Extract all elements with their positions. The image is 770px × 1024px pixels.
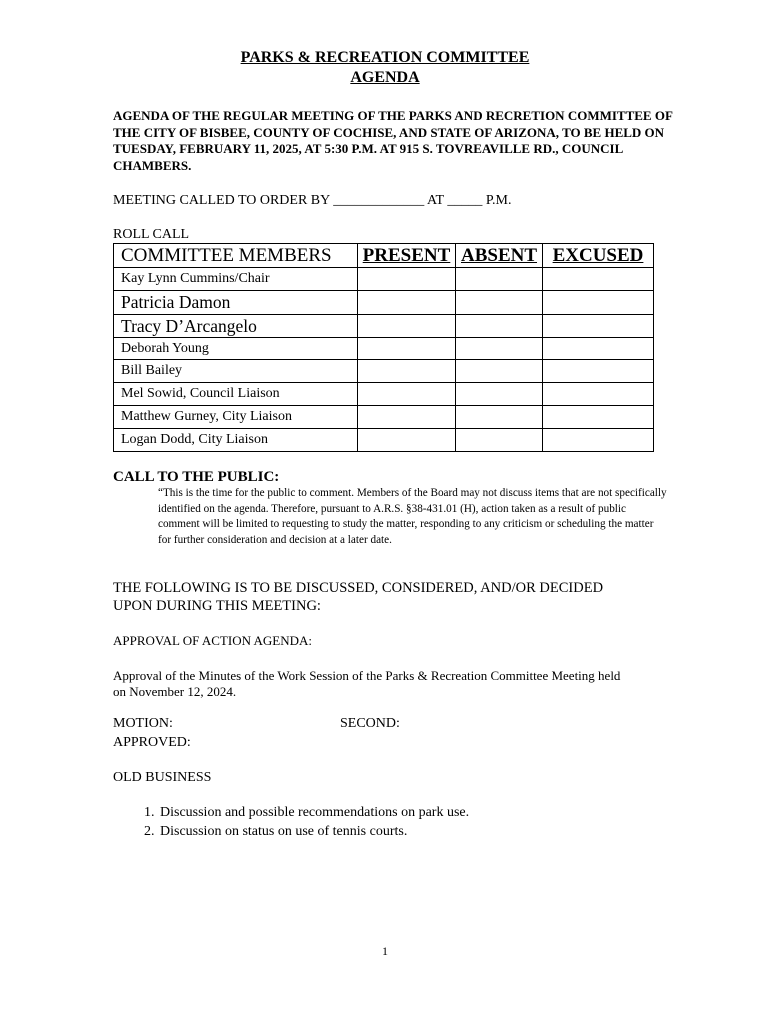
member-name: Bill Bailey: [114, 360, 358, 383]
roll-call-table: [113, 243, 654, 452]
absent-cell[interactable]: [456, 360, 543, 383]
present-cell[interactable]: [358, 338, 456, 360]
present-cell[interactable]: [358, 268, 456, 291]
title-line-1: PARKS & RECREATION COMMITTEE: [240, 49, 530, 66]
table-row: [114, 429, 654, 452]
present-cell[interactable]: [358, 360, 456, 383]
roll-call-header-row: [114, 244, 654, 268]
excused-cell[interactable]: [543, 268, 654, 291]
present-cell[interactable]: [358, 383, 456, 406]
minutes-line-2: on November 12, 2024.: [113, 684, 237, 699]
page-number: 1: [382, 944, 388, 958]
present-cell[interactable]: [358, 429, 456, 452]
discussion-intro-line-1: THE FOLLOWING IS TO BE DISCUSSED, CONSIDERED, AND/OR DECIDED: [113, 580, 604, 596]
absent-cell[interactable]: [456, 406, 543, 429]
excused-cell[interactable]: [543, 315, 654, 338]
member-name: Kay Lynn Cummins/Chair: [114, 268, 358, 291]
present-cell[interactable]: [358, 406, 456, 429]
discussion-intro-line-2: UPON DURING THIS MEETING:: [113, 598, 321, 614]
absent-cell[interactable]: [456, 291, 543, 315]
called-to-order-line: MEETING CALLED TO ORDER BY _____________ AT _____ P.M.: [113, 193, 512, 208]
minutes-line-1: Approval of the Minutes of the Work Session of the Parks & Recreation Committee Meeting held: [113, 668, 621, 683]
member-name: Logan Dodd, City Liaison: [114, 429, 358, 452]
excused-cell[interactable]: [543, 291, 654, 315]
approved-label: APPROVED:: [113, 735, 191, 750]
excused-cell[interactable]: [543, 406, 654, 429]
excused-cell[interactable]: [543, 383, 654, 406]
list-item: 2. Discussion on status on use of tennis courts.: [158, 822, 469, 841]
header-excused: EXCUSED: [543, 244, 654, 268]
call-to-public-heading: CALL TO THE PUBLIC:: [113, 469, 280, 485]
absent-cell[interactable]: [456, 315, 543, 338]
title-line-2: AGENDA: [350, 69, 420, 86]
absent-cell[interactable]: [456, 383, 543, 406]
present-cell[interactable]: [358, 291, 456, 315]
table-row: [114, 338, 654, 360]
list-item: 1. Discussion and possible recommendations on park use.: [158, 803, 469, 822]
table-row: [114, 315, 654, 338]
table-row: [114, 406, 654, 429]
second-label: SECOND:: [340, 716, 400, 731]
header-committee-members: COMMITTEE MEMBERS: [114, 244, 358, 268]
roll-call-label: ROLL CALL: [113, 227, 190, 242]
excused-cell[interactable]: [543, 360, 654, 383]
member-name: Deborah Young: [114, 338, 358, 360]
old-business-list: [113, 803, 469, 841]
table-row: [114, 360, 654, 383]
member-name: Mel Sowid, Council Liaison: [114, 383, 358, 406]
member-name: Tracy D’Arcangelo: [114, 315, 358, 338]
absent-cell[interactable]: [456, 268, 543, 291]
excused-cell[interactable]: [543, 429, 654, 452]
table-row: [114, 268, 654, 291]
motion-label: MOTION:: [113, 716, 173, 731]
table-row: [114, 291, 654, 315]
member-name: Matthew Gurney, City Liaison: [114, 406, 358, 429]
absent-cell[interactable]: [456, 429, 543, 452]
old-business-heading: OLD BUSINESS: [113, 770, 212, 785]
member-name: Patricia Damon: [114, 291, 358, 315]
present-cell[interactable]: [358, 315, 456, 338]
absent-cell[interactable]: [456, 338, 543, 360]
approval-heading: APPROVAL OF ACTION AGENDA:: [113, 633, 312, 648]
header-present: PRESENT: [358, 244, 456, 268]
excused-cell[interactable]: [543, 338, 654, 360]
agenda-intro: AGENDA OF THE REGULAR MEETING OF THE PARKS AND RECRETION COMMITTEE OF THE CITY OF BISBEE, COUNTY OF COCHISE, AND STATE OF ARIZONA, TO BE HELD ON TUESDAY, FEBRUARY 11, 2025, AT 5:30 P.M. AT 915 S. TOVREAVILLE RD., COUNCIL CHAMBERS.: [113, 108, 673, 173]
table-row: [114, 383, 654, 406]
call-to-public-note: “This is the time for the public to comment. Members of the Board may not discuss items that are not specifically identified on the agenda. Therefore, pursuant to A.R.S. §38-431.01 (H), action taken as a result of public comment will be limited to requesting to study the matter, responding to any criticism or scheduling the matter for further consideration and decision at a later date.: [158, 487, 667, 546]
header-absent: ABSENT: [456, 244, 543, 268]
